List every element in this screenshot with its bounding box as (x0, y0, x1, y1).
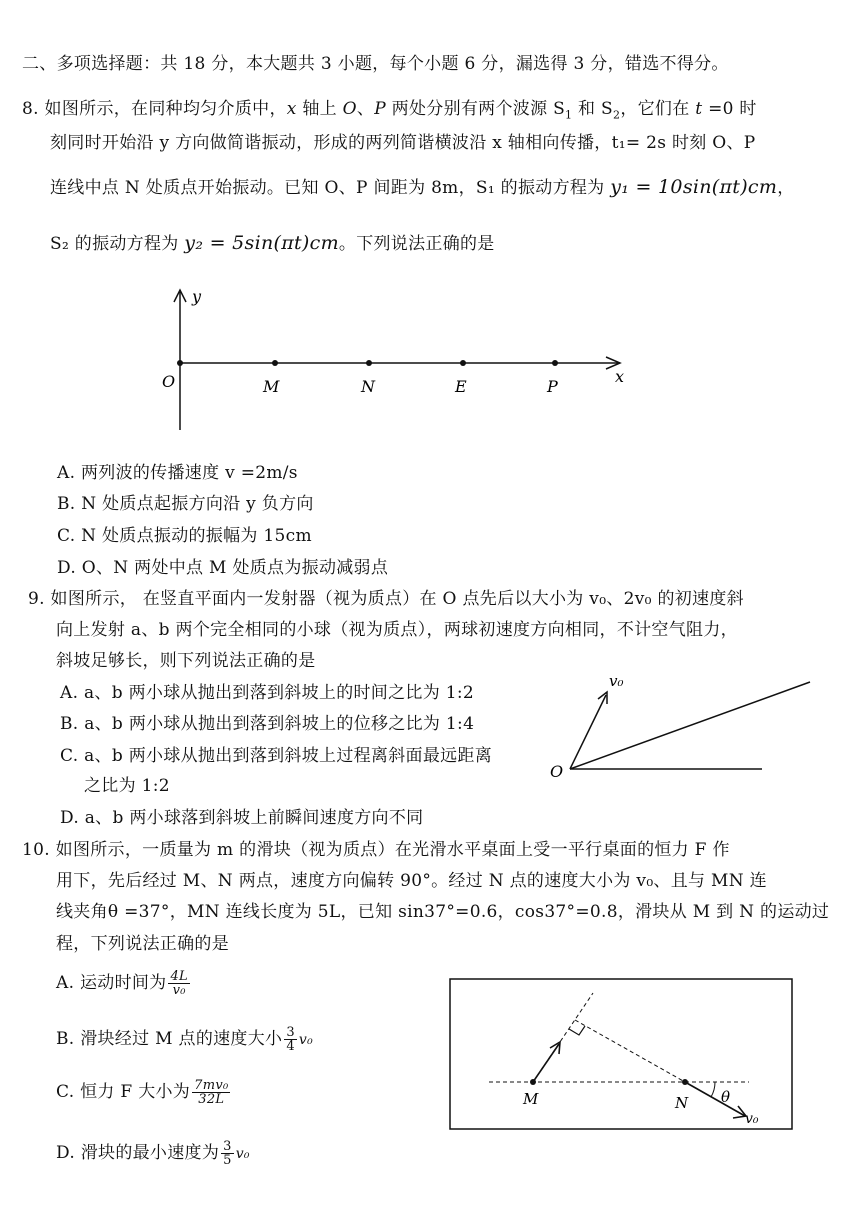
v0-symbol: v₀ (298, 1032, 314, 1048)
fraction (168, 970, 190, 997)
point-p (552, 360, 558, 366)
q9-option-c[interactable]: C. a、b 两小球从抛出到落到斜坡上过程离斜面最远距离 (60, 746, 493, 766)
q9-line2: 向上发射 a、b 两个完全相同的小球（视为质点），两球初速度方向相同，不计空气阻力， (56, 620, 738, 640)
label-o: O (162, 372, 176, 391)
y-axis-label: y (192, 287, 202, 306)
q10-line3: 线夹角θ =37°，MN 连线长度为 5L，已知 sin37°=0.6，cos37°=0.8，滑块从 M 到 N 的运动过 (56, 902, 830, 922)
q8-var: O (342, 99, 357, 119)
point-m (530, 1079, 536, 1085)
q9-line3: 斜坡足够长，则下列说法正确的是 (56, 651, 316, 671)
q8-var: P (374, 99, 386, 119)
v0-label: v₀ (609, 672, 624, 690)
q9-option-c-cont: 之比为 1:2 (84, 776, 170, 796)
q10-line1 (22, 835, 730, 860)
origin-label: O (550, 762, 564, 780)
wave-axis-diagram (150, 280, 650, 440)
s2-equation: y₂ = 5sin(πt)cm (184, 232, 339, 254)
label-n: N (675, 1094, 689, 1112)
q10-line4: 程，下列说法正确的是 (56, 934, 229, 954)
fraction-den: 5 (223, 1153, 232, 1168)
slider-motion-diagram (449, 978, 794, 1131)
point-o (177, 360, 183, 366)
section-header: 二、多项选择题：共 18 分，本大题共 3 小题，每个小题 6 分，漏选得 3 分，错选不得分。 (22, 54, 729, 74)
point-n (366, 360, 372, 366)
q8-text: 两处分别有两个波源 S (385, 99, 566, 119)
fraction (192, 1079, 230, 1106)
q10-option-c[interactable] (56, 1077, 232, 1106)
q8-sub: 2 (613, 108, 621, 122)
q10-text: 如图所示，一质量为 m 的滑块（视为质点）在光滑水平桌面上受一平行桌面的恒力 F 作 (55, 840, 730, 860)
q9-option-d[interactable]: D. a、b 两小球落到斜坡上前瞬间速度方向不同 (60, 808, 424, 828)
q9-option-b[interactable]: B. a、b 两小球从抛出到落到斜坡上的位移之比为 1:4 (60, 714, 475, 734)
theta-arc (711, 1082, 715, 1097)
label-p: P (547, 377, 558, 396)
q10-option-c-text: C. 恒力 F 大小为 (56, 1082, 191, 1102)
q8-line4 (50, 229, 495, 254)
q9-text: 如图所示， 在竖直平面内一发射器（视为质点）在 O 点先后以大小为 v₀、2v₀ 的初速度斜 (50, 589, 744, 609)
diagram-frame (450, 979, 792, 1129)
q8-text: S₂ 的振动方程为 (50, 234, 185, 254)
label-theta: θ (721, 1088, 731, 1106)
q10-option-d-text: D. 滑块的最小速度为 (56, 1143, 220, 1163)
label-n: N (361, 377, 375, 396)
fraction-den: 4 (286, 1039, 295, 1054)
label-m: M (523, 1090, 539, 1108)
q8-var: t (695, 99, 703, 119)
q8-text: =0 时 (702, 99, 757, 119)
projectile-slope-diagram (540, 665, 812, 780)
q10-option-b[interactable] (56, 1024, 313, 1053)
q9-number: 9. (28, 589, 45, 609)
q8-line2: 刻同时开始沿 y 方向做简谐振动，形成的两列简谐横波沿 x 轴相向传播，t₁= 2s 时刻 O、P (50, 133, 756, 153)
s1-equation: y₁ = 10sin(πt)cm (610, 176, 778, 198)
q8-number: 8. (22, 99, 39, 119)
q8-line1 (22, 94, 757, 121)
q8-var: x (286, 99, 297, 119)
v0-symbol: v₀ (235, 1146, 250, 1162)
q8-line3 (50, 173, 795, 198)
q10-option-a[interactable] (56, 968, 192, 997)
point-m (272, 360, 278, 366)
m-velocity-arrow-icon (550, 1042, 560, 1054)
q10-option-d[interactable] (56, 1138, 250, 1167)
label-v0: v₀ (745, 1111, 759, 1127)
x-axis-label: x (615, 367, 625, 386)
q8-text: ， (777, 178, 795, 198)
q8-text: 、 (356, 99, 375, 119)
q10-number: 10. (22, 840, 50, 860)
q8-option-a[interactable]: A. 两列波的传播速度 v =2m/s (57, 463, 298, 483)
q9-line1 (28, 584, 744, 609)
q10-option-b-text: B. 滑块经过 M 点的速度大小 (56, 1029, 283, 1049)
q10-option-a-text: A. 运动时间为 (56, 973, 167, 993)
q8-text: 轴上 (296, 99, 343, 119)
q10-line2: 用下，先后经过 M、N 两点，速度方向偏转 90°。经过 N 点的速度大小为 v₀、且与 MN 连 (56, 871, 767, 891)
q8-option-c[interactable]: C. N 处质点振动的振幅为 15cm (57, 526, 312, 546)
q9-option-a[interactable]: A. a、b 两小球从抛出到落到斜坡上的时间之比为 1:2 (60, 683, 474, 703)
m-velocity-vector (533, 1044, 559, 1082)
q8-text: 。下列说法正确的是 (338, 234, 495, 254)
fraction (284, 1026, 297, 1053)
q8-sub: 1 (565, 108, 573, 122)
point-n (682, 1079, 688, 1085)
label-m: M (263, 377, 280, 396)
q8-text: 和 S (572, 99, 613, 119)
q8-option-b[interactable]: B. N 处质点起振方向沿 y 负方向 (57, 494, 314, 514)
point-e (460, 360, 466, 366)
fraction-num: 3 (286, 1025, 295, 1040)
q8-text: 连线中点 N 处质点开始振动。已知 O、P 间距为 8m，S₁ 的振动方程为 (50, 178, 611, 198)
fraction-den: v₀ (172, 983, 186, 998)
fraction-num: 7mv₀ (194, 1078, 229, 1093)
fraction (221, 1140, 234, 1167)
q8-option-d[interactable]: D. O、N 两处中点 M 处质点为振动减弱点 (57, 558, 389, 578)
n-velocity-extension (575, 1020, 685, 1082)
fraction-num: 4L (170, 969, 188, 984)
q8-text: ，它们在 (620, 99, 696, 119)
right-angle-marker (569, 1026, 585, 1035)
q8-text: 如图所示，在同种均匀介质中， (44, 99, 287, 119)
fraction-num: 3 (223, 1139, 232, 1154)
label-e: E (455, 377, 467, 396)
fraction-den: 32L (198, 1092, 225, 1107)
